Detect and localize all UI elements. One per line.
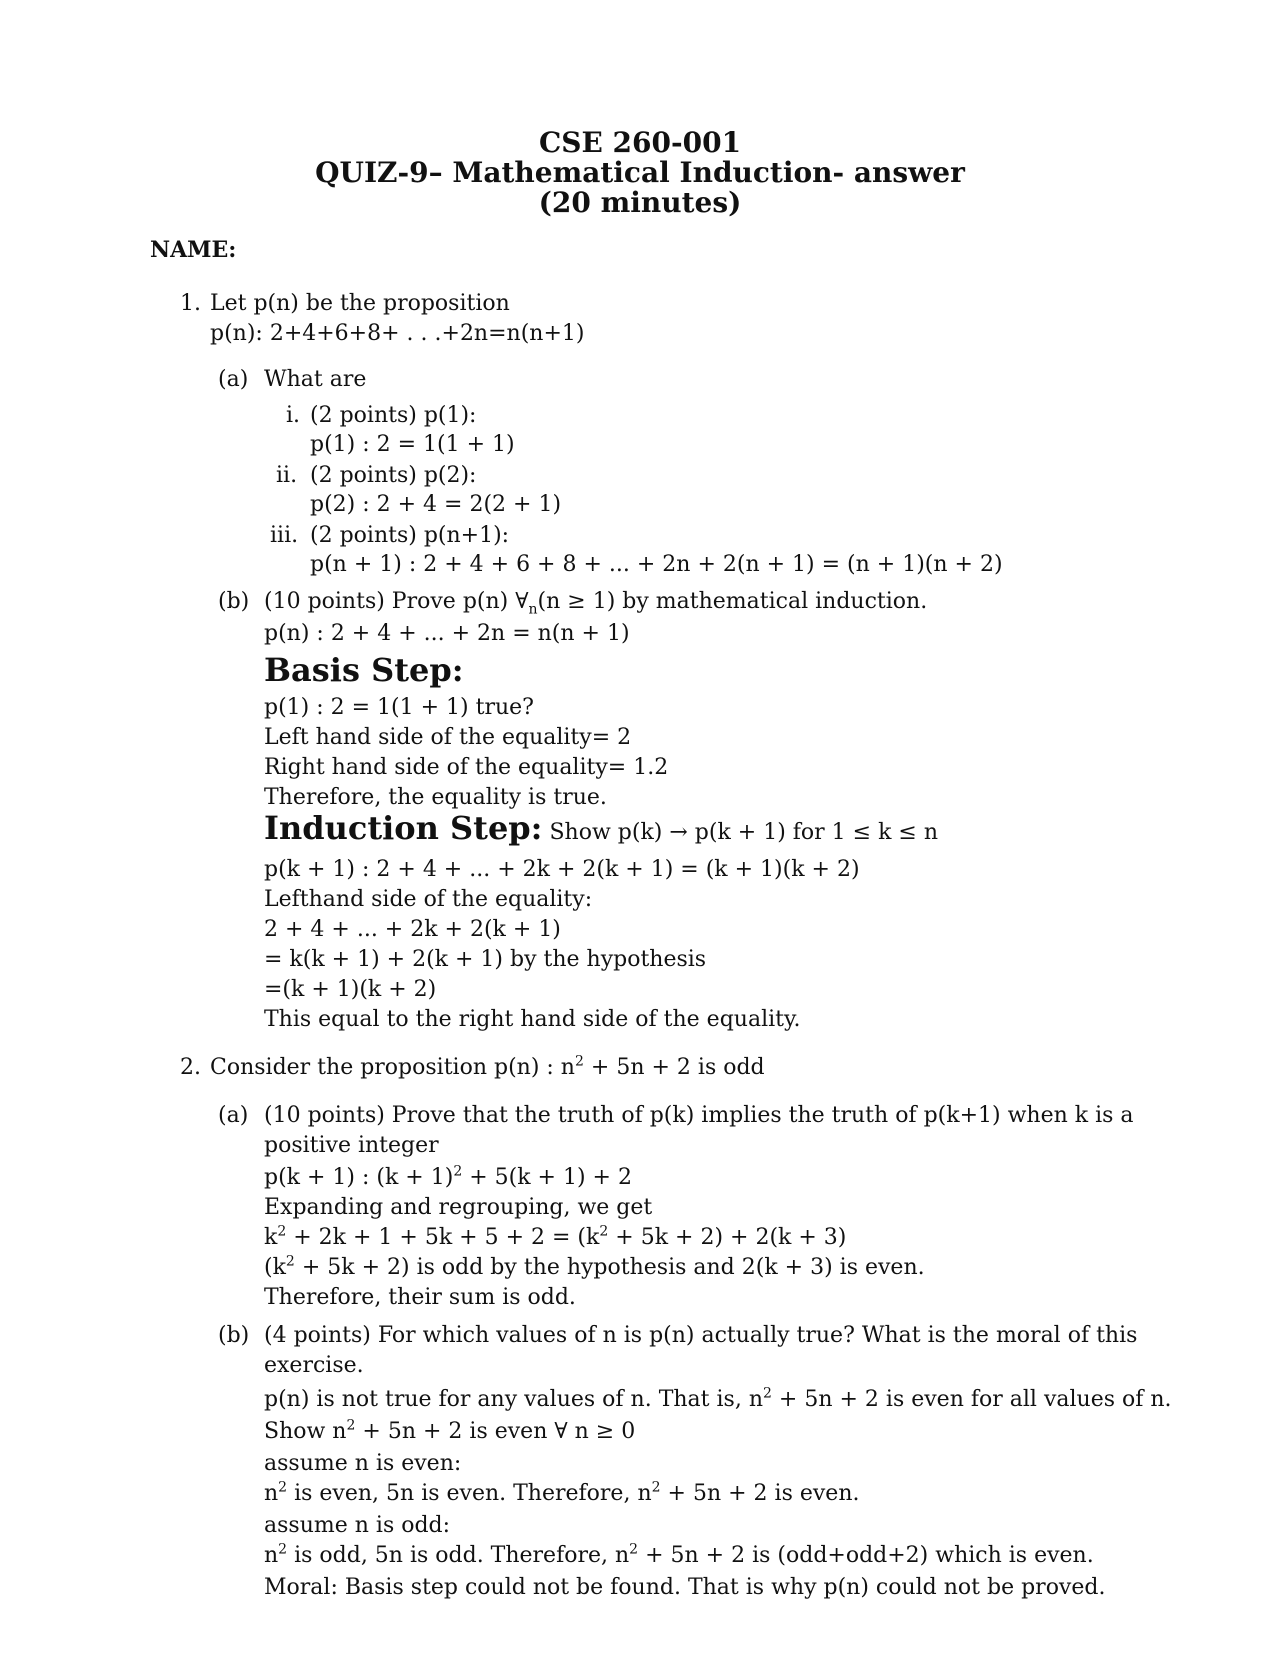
- q2b-line: $n^2$ is odd, 5n is odd. Therefore, $n^2 + 5n + 2$ is (odd+odd+2) which is even.: [264, 1541, 1094, 1568]
- q1a-iii-answer: p(n + 1) : 2 + 4 + 6 + 8 + ... + 2n + 2(n + 1) = (n + 1)(n + 2): [310, 552, 1003, 577]
- quiz-title: QUIZ-9– Mathematical Induction- answer: [315, 156, 965, 189]
- q1a-ii-text: (2 points) p(2):: [310, 463, 477, 488]
- induction-line: Lefthand side of the equality:: [264, 887, 593, 912]
- induction-step-note: Show p(k) → p(k + 1) for 1 ≤ k ≤ n: [549, 820, 939, 845]
- q2b-text: exercise.: [264, 1353, 364, 1378]
- q2a-line: Expanding and regrouping, we get: [264, 1195, 653, 1220]
- q2a-text: positive integer: [264, 1133, 439, 1158]
- q2-number: 2.: [180, 1055, 201, 1080]
- q2a-label: (a): [218, 1103, 249, 1128]
- q1a-i-num: i.: [286, 403, 301, 428]
- basis-line: Therefore, the equality is true.: [264, 785, 607, 810]
- q1a-label: (a): [218, 367, 249, 392]
- induction-line: p(k + 1) : 2 + 4 + ... + 2k + 2(k + 1) = (k + 1)(k + 2): [264, 857, 860, 882]
- q1-proposition: p(n): 2+4+6+8+ . . .+2n=n(n+1): [210, 321, 585, 346]
- induction-line: =(k + 1)(k + 2): [264, 977, 437, 1002]
- q2b-moral: Moral: Basis step could not be found. That is why p(n) could not be proved.: [264, 1575, 1106, 1600]
- q1a-ii-answer: p(2) : 2 + 4 = 2(2 + 1): [310, 492, 562, 517]
- q1a-iii-num: iii.: [270, 523, 299, 548]
- q1a-ii-num: ii.: [276, 463, 298, 488]
- q1b-label: (b): [218, 589, 250, 614]
- q1-number: 1.: [180, 291, 201, 316]
- basis-line: Left hand side of the equality= 2: [264, 725, 632, 750]
- q2b-line: $n^2$ is even, 5n is even. Therefore, $n^2 + 5n + 2$ is even.: [264, 1479, 860, 1506]
- q1b-text: (10 points) Prove p(n) $\forall_n(n \ge 1)$ by mathematical induction.: [264, 589, 928, 618]
- q1b-statement: p(n) : 2 + 4 + ... + 2n = n(n + 1): [264, 621, 630, 646]
- q2b-line: assume n is even:: [264, 1451, 462, 1476]
- q2-intro: Consider the proposition p(n) : $n^2 + 5n + 2$ is odd: [210, 1053, 765, 1080]
- induction-line: = k(k + 1) + 2(k + 1) by the hypothesis: [264, 947, 707, 972]
- q2a-line: p(k + 1) : $(k + 1)^2 + 5(k + 1) + 2$: [264, 1163, 632, 1190]
- quiz-duration: (20 minutes): [538, 186, 742, 219]
- q1a-iii-text: (2 points) p(n+1):: [310, 523, 510, 548]
- q1a-i-answer: p(1) : 2 = 1(1 + 1): [310, 432, 515, 457]
- q1-intro: Let p(n) be the proposition: [210, 291, 510, 316]
- name-label: NAME:: [150, 237, 237, 263]
- basis-line: Right hand side of the equality= 1.2: [264, 755, 669, 780]
- basis-step-heading: Basis Step:: [264, 651, 464, 689]
- induction-line: 2 + 4 + ... + 2k + 2(k + 1): [264, 917, 561, 942]
- q2b-line: assume n is odd:: [264, 1513, 451, 1538]
- basis-line: p(1) : 2 = 1(1 + 1) true?: [264, 695, 534, 720]
- q2a-line: Therefore, their sum is odd.: [264, 1285, 576, 1310]
- induction-step-row: [264, 809, 939, 847]
- q2b-line: Show $n^2 + 5n + 2$ is even ∀ n ≥ 0: [264, 1417, 636, 1444]
- q2a-text: (10 points) Prove that the truth of p(k) implies the truth of p(k+1) when k is a: [264, 1103, 1134, 1128]
- q2b-text: (4 points) For which values of n is p(n) actually true? What is the moral of this: [264, 1323, 1138, 1348]
- induction-step-heading: Induction Step:: [264, 809, 543, 847]
- induction-line: This equal to the right hand side of the equality.: [264, 1007, 801, 1032]
- q1a-text: What are: [264, 367, 367, 392]
- q2b-label: (b): [218, 1323, 250, 1348]
- q2b-line: p(n) is not true for any values of n. That is, $n^2 + 5n + 2$ is even for all values of n.: [264, 1385, 1172, 1412]
- q2a-line: $k^2 + 2k + 1 + 5k + 5 + 2 = (k^2 + 5k + 2) + 2(k + 3)$: [264, 1223, 847, 1250]
- q2a-line: $(k^2 + 5k + 2)$ is odd by the hypothesis and 2(k + 3) is even.: [264, 1253, 925, 1280]
- course-title: CSE 260-001: [538, 126, 742, 159]
- q1a-i-text: (2 points) p(1):: [310, 403, 477, 428]
